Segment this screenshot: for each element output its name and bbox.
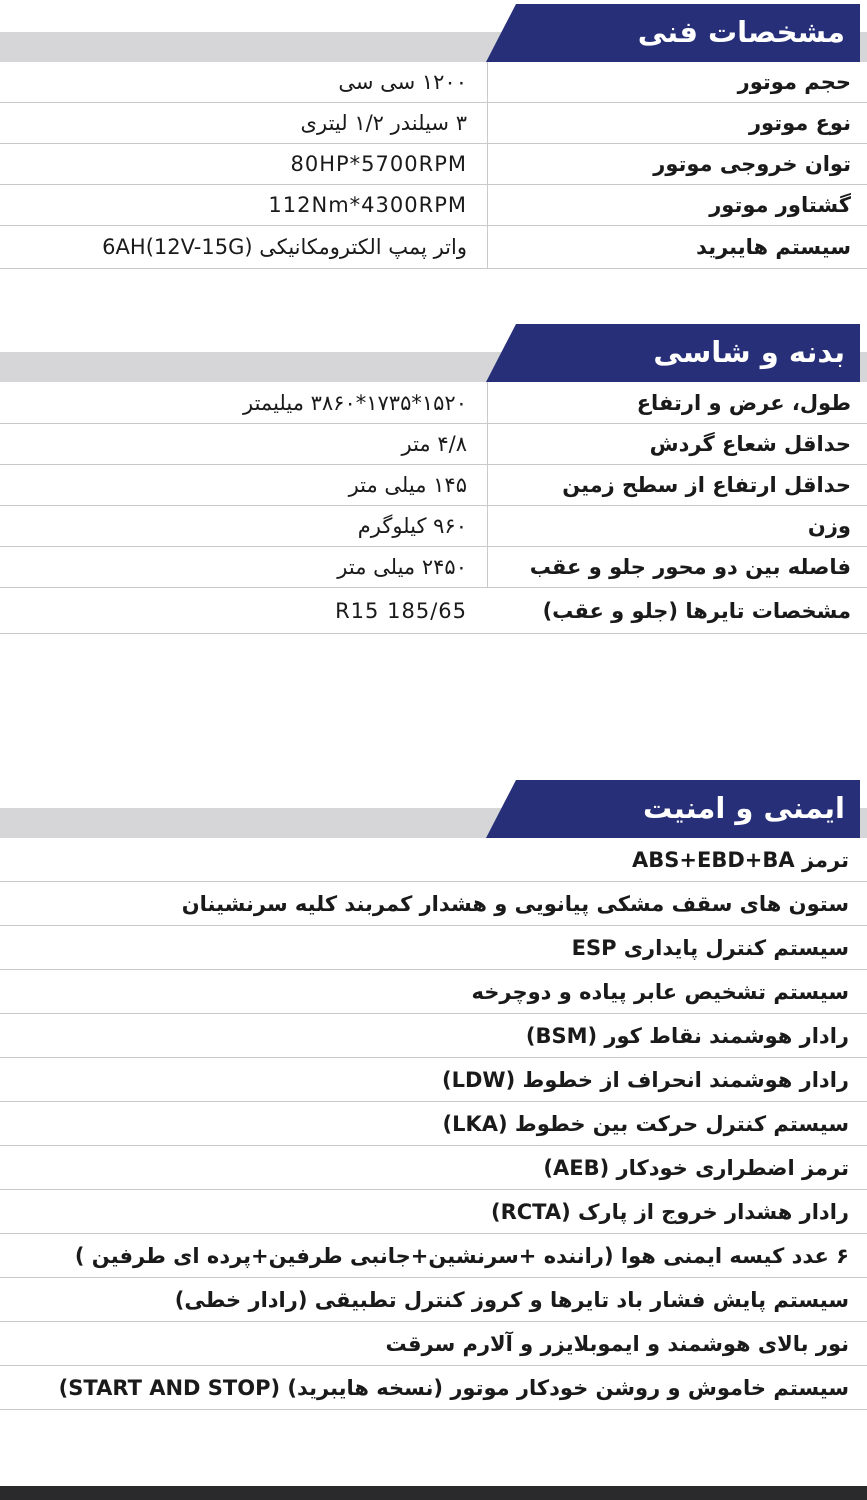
engine-row-value: 80HP*5700RPM (290, 152, 467, 176)
engine-row (0, 103, 867, 144)
body-row (0, 506, 867, 547)
bottom-bar (0, 1486, 867, 1500)
safety-item: رادار هوشمند نقاط کور (BSM) (0, 1014, 867, 1058)
engine-section (0, 4, 867, 269)
body-row-value: 185/65 R15 (335, 598, 467, 623)
safety-item: ستون های سقف مشکی پیانویی و هشدار کمربند کلیه سرنشینان (0, 882, 867, 926)
safety-item: سیستم خاموش و روشن خودکار موتور (نسخه هایبرید) (START AND STOP) (0, 1366, 867, 1410)
engine-row-value: واتر پمپ الکترومکانیکی (12V-15G)6AH (102, 235, 467, 259)
body-row (0, 547, 867, 588)
body-row-value: ۱۴۵ میلی متر (348, 473, 467, 497)
safety-header (0, 780, 867, 838)
body-title: بدنه و شاسی (653, 335, 845, 369)
body-row (0, 424, 867, 465)
engine-row (0, 185, 867, 226)
engine-table (0, 62, 867, 269)
safety-title: ایمنی و امنیت (643, 791, 845, 825)
safety-item: سیستم کنترل پایداری ESP (0, 926, 867, 970)
engine-row (0, 62, 867, 103)
engine-title: مشخصات فنی (637, 15, 845, 49)
engine-row-label: حجم موتور (487, 62, 867, 102)
safety-item: نور بالای هوشمند و ایموبلایزر و آلارم سرقت (0, 1322, 867, 1366)
body-row-label: فاصله بین دو محور جلو و عقب (487, 547, 867, 587)
engine-row-label: گشتاور موتور (487, 185, 867, 225)
safety-item: سیستم پایش فشار باد تایرها و کروز کنترل تطبیقی (رادار خطی) (0, 1278, 867, 1322)
body-row (0, 465, 867, 506)
engine-row-label: توان خروجی موتور (487, 144, 867, 184)
body-table (0, 382, 867, 634)
engine-row-label: سیستم هایبرید (487, 226, 867, 268)
safety-item: سیستم تشخیص عابر پیاده و دوچرخه (0, 970, 867, 1014)
body-row-value: ۱۵۲۰*۱۷۳۵*۳۸۶۰ میلیمتر (243, 390, 467, 415)
body-row-label: حداقل شعاع گردش (487, 424, 867, 464)
body-row-label: حداقل ارتفاع از سطح زمین (487, 465, 867, 505)
safety-item: ترمز اضطراری خودکار (AEB) (0, 1146, 867, 1190)
body-row-label: وزن (487, 506, 867, 546)
safety-item: ۶ عدد کیسه ایمنی هوا (راننده +سرنشین+جانبی طرفین+پرده ای طرفین ) (0, 1234, 867, 1278)
body-header (0, 324, 867, 382)
safety-list (0, 838, 867, 1410)
engine-row-value: 112Nm*4300RPM (268, 193, 467, 217)
safety-item: رادار هشدار خروج از پارک (RCTA) (0, 1190, 867, 1234)
safety-item: سیستم کنترل حرکت بین خطوط (LKA) (0, 1102, 867, 1146)
engine-row-label: نوع موتور (487, 103, 867, 143)
body-row-value: ۴/۸ متر (401, 432, 467, 456)
safety-item: ترمز ABS+EBD+BA (0, 838, 867, 882)
body-section (0, 324, 867, 634)
safety-item: رادار هوشمند انحراف از خطوط (LDW) (0, 1058, 867, 1102)
body-row (0, 382, 867, 424)
engine-row (0, 226, 867, 269)
engine-row (0, 144, 867, 185)
body-row-label: مشخصات تایرها (جلو و عقب) (542, 598, 851, 623)
engine-header (0, 4, 867, 62)
body-row-label: طول، عرض و ارتفاع (487, 382, 867, 423)
engine-row-value: ۳ سیلندر ۱/۲ لیتری (300, 111, 467, 135)
body-row (0, 588, 867, 634)
engine-row-value: ۱۲۰۰ سی سی (338, 70, 467, 94)
safety-section (0, 780, 867, 1410)
body-row-value: ۹۶۰ کیلوگرم (357, 514, 467, 538)
body-row-value: ۲۴۵۰ میلی متر (337, 555, 467, 579)
